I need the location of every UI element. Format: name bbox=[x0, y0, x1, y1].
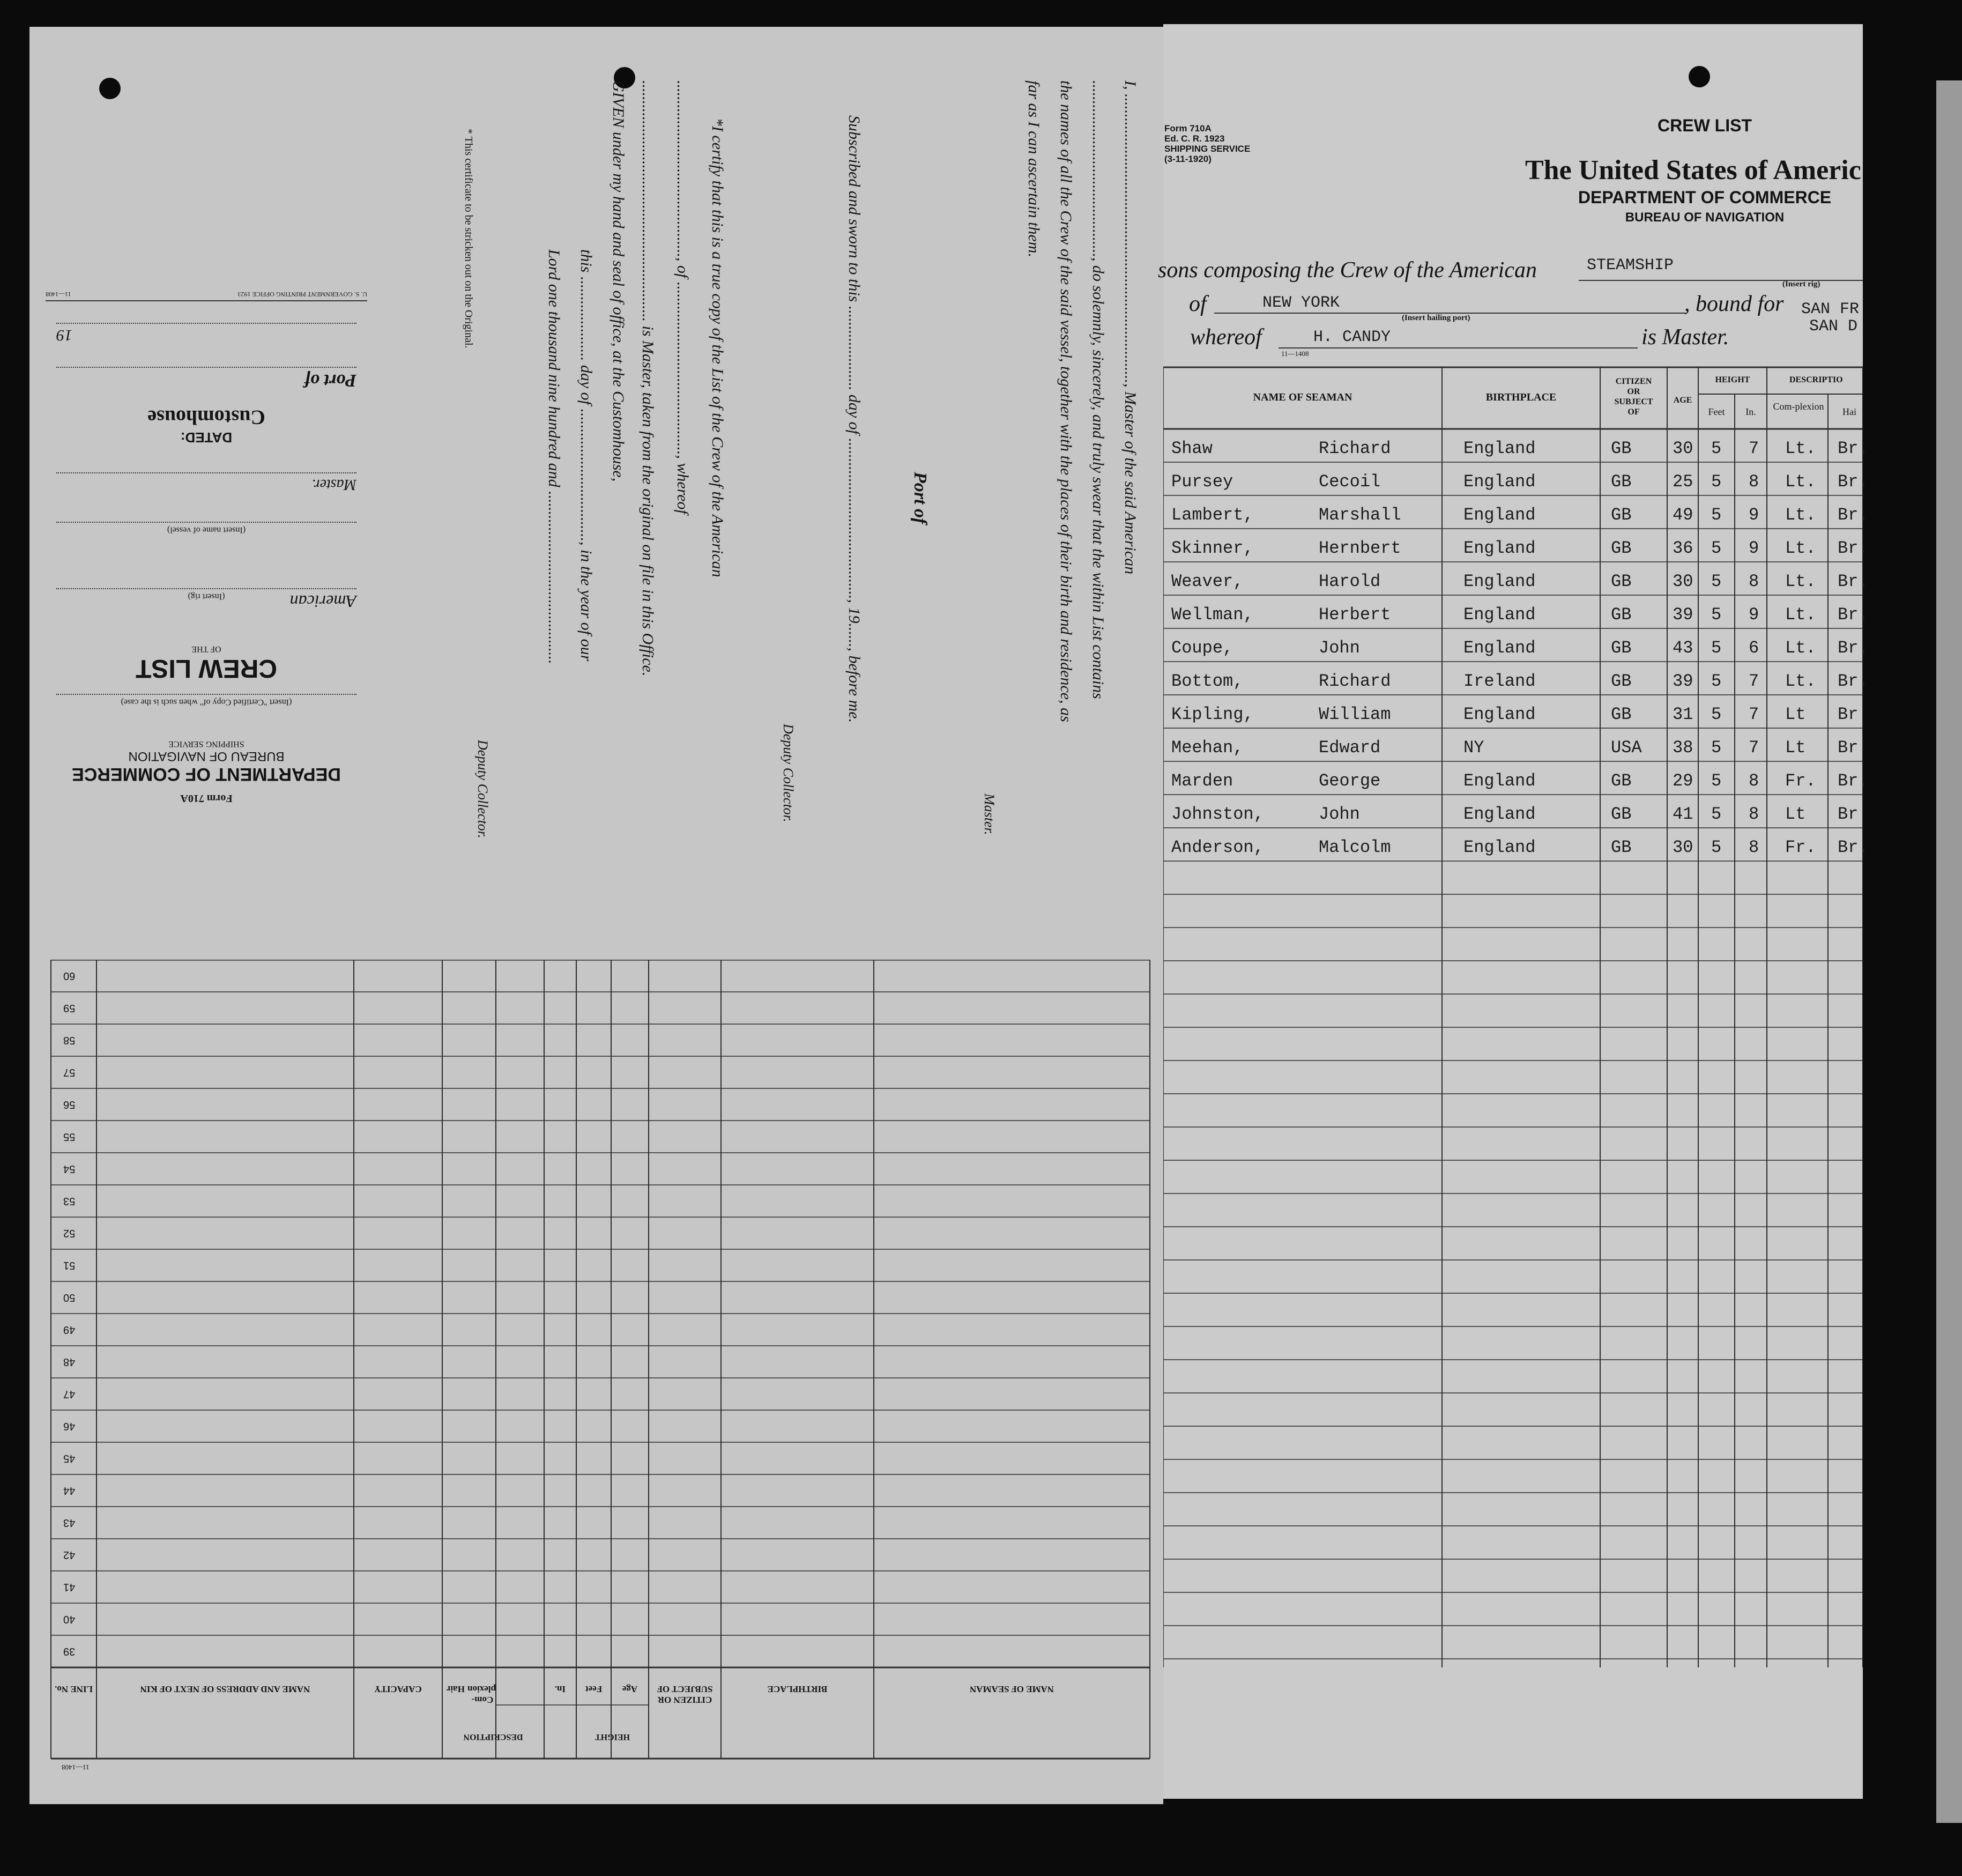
crew-surname-cell: Meehan, bbox=[1171, 738, 1244, 758]
crew-feet-cell: 5 bbox=[1711, 705, 1722, 724]
left-grid-header: NAME OF SEAMAN bbox=[969, 1684, 1054, 1694]
left-grid-group-header: DESCRIPTION bbox=[463, 1732, 523, 1741]
crew-inches-cell: 6 bbox=[1749, 638, 1759, 658]
master-underline bbox=[1279, 347, 1638, 348]
crew-hair-cell: Br. bbox=[1838, 538, 1869, 558]
year-label: 19 bbox=[56, 327, 72, 344]
crew-given-cell: Malcolm bbox=[1319, 837, 1391, 857]
line-number: 49 bbox=[63, 1324, 76, 1336]
line-number: 41 bbox=[63, 1581, 76, 1593]
of-label: of bbox=[1189, 292, 1207, 316]
crew-inches-cell: 8 bbox=[1749, 804, 1759, 824]
crew-citizen-cell: GB bbox=[1611, 505, 1632, 525]
crew-hair-cell: Br bbox=[1838, 705, 1859, 724]
crew-surname-cell: Anderson, bbox=[1171, 837, 1264, 857]
crew-feet-cell: 5 bbox=[1711, 738, 1722, 758]
crew-feet-cell: 5 bbox=[1711, 804, 1722, 824]
bound-for-label: , bound for bbox=[1684, 292, 1784, 316]
bound-for-value: SAN FR bbox=[1801, 300, 1860, 318]
crew-birthplace-cell: England bbox=[1463, 572, 1536, 591]
crew-inches-cell: 7 bbox=[1749, 439, 1759, 458]
cover-panel bbox=[46, 150, 367, 810]
crew-inches-cell: 8 bbox=[1749, 472, 1759, 492]
crew-hair-cell: Br. bbox=[1838, 771, 1869, 791]
rig-underline bbox=[1579, 280, 1863, 281]
crew-complexion-cell: Lt. bbox=[1785, 638, 1816, 658]
crew-inches-cell: 8 bbox=[1749, 837, 1759, 857]
line-number: 59 bbox=[63, 1002, 76, 1014]
line-number: 40 bbox=[63, 1613, 76, 1625]
oath-line-1: I, ........................................................................, Master of the said American bbox=[1121, 80, 1139, 575]
printer-credit: U. S. GOVERNMENT PRINTING OFFICE 1923 bbox=[237, 291, 367, 298]
crew-given-cell: John bbox=[1319, 638, 1360, 658]
certify-line-1: *I certify that this is a true copy of the List of the Crew of the American bbox=[709, 118, 726, 577]
col-description-header: DESCRIPTIO bbox=[1789, 375, 1843, 384]
left-grid-header: Com-plexion bbox=[467, 1684, 496, 1705]
crew-given-cell: Richard bbox=[1319, 439, 1391, 458]
crew-inches-cell: 9 bbox=[1749, 505, 1759, 525]
crew-table-grid bbox=[1163, 365, 1863, 1670]
crew-surname-cell: Pursey bbox=[1171, 472, 1233, 492]
line-number: 44 bbox=[63, 1485, 76, 1496]
crew-complexion-cell: Lt. bbox=[1785, 671, 1816, 691]
line-number: 57 bbox=[63, 1066, 76, 1078]
crew-feet-cell: 5 bbox=[1711, 837, 1722, 857]
crew-citizen-cell: GB bbox=[1611, 771, 1632, 791]
crew-inches-cell: 8 bbox=[1749, 771, 1759, 791]
form-number: Form 710A bbox=[180, 792, 233, 804]
footnote-text: * This certificate to be stricken out on the Original. bbox=[463, 129, 474, 348]
crew-surname-cell: Bottom, bbox=[1171, 671, 1244, 691]
line-number: 58 bbox=[63, 1034, 76, 1046]
crew-citizen-cell: GB bbox=[1611, 538, 1632, 558]
port-of-label: Port of bbox=[304, 370, 356, 390]
crew-surname-cell: Skinner, bbox=[1171, 538, 1254, 558]
left-grid-header: CITIZEN OR SUBJECT OF bbox=[657, 1684, 713, 1705]
line-number: 45 bbox=[63, 1452, 76, 1464]
certify-line-3: ............................................................ is Master, taken from the original on file in this Office. bbox=[639, 80, 657, 677]
left-grid-header: Hair bbox=[447, 1684, 465, 1694]
department-title: DEPARTMENT OF COMMERCE bbox=[1578, 188, 1832, 207]
crew-birthplace-cell: England bbox=[1463, 705, 1536, 724]
crew-age-cell: 30 bbox=[1673, 572, 1693, 591]
line-number: 46 bbox=[63, 1420, 76, 1432]
crew-hair-cell: Br bbox=[1838, 804, 1859, 824]
col-citizen-header: CITIZEN OR SUBJECT OF bbox=[1614, 377, 1653, 417]
crew-inches-cell: 9 bbox=[1749, 538, 1759, 558]
line-number: 60 bbox=[63, 970, 76, 982]
left-grid-header: LINE No. bbox=[55, 1684, 93, 1694]
col-inches-header: In. bbox=[1745, 406, 1756, 417]
punch-hole bbox=[99, 78, 121, 99]
insert-vessel-label: (Insert name of vessel) bbox=[167, 525, 246, 535]
crew-feet-cell: 5 bbox=[1711, 538, 1722, 558]
crew-inches-cell: 9 bbox=[1749, 605, 1759, 625]
crew-given-cell: Edward bbox=[1319, 738, 1381, 758]
crew-birthplace-cell: England bbox=[1463, 538, 1536, 558]
crew-birthplace-cell: England bbox=[1463, 837, 1536, 857]
line-number: 53 bbox=[63, 1195, 76, 1207]
punch-hole bbox=[1689, 66, 1710, 87]
col-feet-header: Feet bbox=[1708, 406, 1725, 417]
crew-given-cell: George bbox=[1319, 771, 1381, 791]
crew-birthplace-cell: England bbox=[1463, 771, 1536, 791]
crew-hair-cell: Br. bbox=[1838, 505, 1869, 525]
crew-birthplace-cell: England bbox=[1463, 605, 1536, 625]
crew-surname-cell: Shaw bbox=[1171, 439, 1213, 458]
crew-given-cell: Herbert bbox=[1319, 605, 1391, 625]
cover-title: CREW LIST bbox=[136, 654, 277, 683]
insert-rig-label: (Insert rig) bbox=[188, 592, 225, 601]
crew-citizen-cell: GB bbox=[1611, 472, 1632, 492]
port-of-heading: Port of bbox=[910, 472, 930, 524]
line-number: 42 bbox=[63, 1549, 76, 1561]
crew-feet-cell: 5 bbox=[1711, 671, 1722, 691]
crew-feet-cell: 5 bbox=[1711, 572, 1722, 591]
left-crew-grid bbox=[48, 960, 1153, 1764]
crew-given-cell: Harold bbox=[1319, 572, 1381, 591]
certified-note: (Insert "Certified Copy of" when such is the case) bbox=[121, 698, 292, 707]
next-page-edge bbox=[1936, 80, 1962, 1823]
crew-complexion-cell: Lt. bbox=[1785, 572, 1816, 591]
whereof-label: whereof bbox=[1190, 325, 1262, 350]
insert-rig-note: (Insert rig) bbox=[1782, 280, 1820, 288]
col-height-header: HEIGHT bbox=[1715, 375, 1750, 384]
crew-feet-cell: 5 bbox=[1711, 638, 1722, 658]
crew-birthplace-cell: NY bbox=[1463, 738, 1484, 758]
crew-birthplace-cell: England bbox=[1463, 804, 1536, 824]
crew-age-cell: 25 bbox=[1673, 472, 1693, 492]
crew-inches-cell: 7 bbox=[1749, 705, 1759, 724]
crew-age-cell: 38 bbox=[1673, 738, 1693, 758]
crew-feet-cell: 5 bbox=[1711, 505, 1722, 525]
left-grid-header: Feet bbox=[585, 1684, 603, 1694]
left-grid-header: BIRTHPLACE bbox=[767, 1684, 828, 1694]
crew-birthplace-cell: Ireland bbox=[1463, 671, 1536, 691]
crew-age-cell: 43 bbox=[1673, 638, 1693, 658]
crew-citizen-cell: GB bbox=[1611, 605, 1632, 625]
col-hair-header: Hai bbox=[1842, 406, 1856, 417]
crew-complexion-cell: Lt. bbox=[1785, 538, 1816, 558]
crew-complexion-cell: Lt bbox=[1785, 705, 1806, 724]
crew-age-cell: 39 bbox=[1673, 671, 1693, 691]
crew-surname-cell: Weaver, bbox=[1171, 572, 1244, 591]
crew-age-cell: 31 bbox=[1673, 705, 1693, 724]
crew-hair-cell: Br. bbox=[1838, 638, 1869, 658]
oath-line-4: far as I can ascertain them. bbox=[1025, 80, 1043, 257]
oath-line-2: ............................................, do solemnly, sincerely, and truly swear that the within List contains bbox=[1089, 80, 1107, 699]
crew-age-cell: 30 bbox=[1673, 439, 1693, 458]
crew-hair-cell: Br. bbox=[1838, 605, 1869, 625]
crew-inches-cell: 7 bbox=[1749, 671, 1759, 691]
line-number: 52 bbox=[63, 1227, 76, 1239]
crew-hair-cell: Br bbox=[1838, 738, 1859, 758]
left-grid-header: NAME AND ADDRESS OF NEXT OF KIN bbox=[140, 1684, 310, 1694]
certify-line-2: ............................................, of ..........................................., whereof bbox=[674, 80, 692, 514]
left-grid-header: In. bbox=[554, 1684, 566, 1694]
crew-hair-cell: Br. bbox=[1838, 671, 1869, 691]
line-number: 47 bbox=[63, 1388, 76, 1400]
crew-surname-cell: Wellman, bbox=[1171, 605, 1254, 625]
master-signature-label: Master. bbox=[982, 794, 997, 835]
crew-given-cell: Marshall bbox=[1319, 505, 1401, 525]
vessel-type-value: STEAMSHIP bbox=[1587, 256, 1674, 275]
crew-feet-cell: 5 bbox=[1711, 771, 1722, 791]
master-label: Master. bbox=[311, 476, 356, 493]
of-the-label: OF THE bbox=[191, 644, 221, 654]
crew-citizen-cell: USA bbox=[1611, 738, 1642, 758]
line-number: 39 bbox=[63, 1645, 76, 1657]
nation-heading: The United States of Americ bbox=[1525, 155, 1861, 186]
crew-citizen-cell: GB bbox=[1611, 804, 1632, 824]
dated-label: DATED: bbox=[180, 429, 233, 446]
crew-hair-cell: Br. bbox=[1838, 439, 1869, 458]
col-complexion-header: Com-plexion bbox=[1773, 401, 1824, 412]
crew-feet-cell: 5 bbox=[1711, 472, 1722, 492]
crew-age-cell: 39 bbox=[1673, 605, 1693, 625]
crew-hair-cell: Br. bbox=[1838, 837, 1869, 857]
department-heading: DEPARTMENT OF COMMERCE bbox=[72, 764, 341, 784]
crew-complexion-cell: Fr. bbox=[1785, 837, 1816, 857]
crew-age-cell: 41 bbox=[1673, 804, 1693, 824]
crew-hair-cell: Br. bbox=[1838, 572, 1869, 591]
deputy-collector-2: Deputy Collector. bbox=[475, 740, 490, 839]
oath-line-3: the names of all the Crew of the said vessel, together with the places of their birth and residence, as bbox=[1057, 80, 1075, 722]
form-code: 11—1408 bbox=[46, 291, 71, 298]
insert-port-note: (Insert hailing port) bbox=[1402, 314, 1470, 322]
form-code-right: 11—1408 bbox=[1281, 350, 1309, 358]
bureau-heading: BUREAU OF NAVIGATION bbox=[128, 749, 285, 763]
crew-citizen-cell: GB bbox=[1611, 638, 1632, 658]
left-grid-header: Age bbox=[622, 1684, 638, 1694]
crew-complexion-cell: Fr. bbox=[1785, 771, 1816, 791]
line-number: 48 bbox=[63, 1356, 76, 1368]
crew-citizen-cell: GB bbox=[1611, 837, 1632, 857]
crew-citizen-cell: GB bbox=[1611, 439, 1632, 458]
crew-inches-cell: 8 bbox=[1749, 572, 1759, 591]
crew-age-cell: 36 bbox=[1673, 538, 1693, 558]
line-number: 54 bbox=[63, 1163, 76, 1175]
crew-age-cell: 30 bbox=[1673, 837, 1693, 857]
crew-citizen-cell: GB bbox=[1611, 705, 1632, 724]
crew-birthplace-cell: England bbox=[1463, 638, 1536, 658]
crew-hair-cell: Br. bbox=[1838, 472, 1869, 492]
col-age-header: AGE bbox=[1673, 396, 1692, 405]
crew-feet-cell: 5 bbox=[1711, 605, 1722, 625]
crew-surname-cell: Coupe, bbox=[1171, 638, 1233, 658]
crew-surname-cell: Marden bbox=[1171, 771, 1233, 791]
customhouse-label: Customhouse bbox=[147, 406, 265, 428]
master-name-value: H. CANDY bbox=[1313, 328, 1391, 346]
line-number: 51 bbox=[63, 1259, 76, 1271]
crew-inches-cell: 7 bbox=[1749, 738, 1759, 758]
bound-for-value-2: SAN D bbox=[1809, 317, 1858, 336]
line-number: 55 bbox=[63, 1131, 76, 1143]
american-label: American bbox=[289, 592, 356, 611]
crew-surname-cell: Johnston, bbox=[1171, 804, 1264, 824]
bureau-title: BUREAU OF NAVIGATION bbox=[1625, 210, 1785, 225]
crew-complexion-cell: Lt. bbox=[1785, 505, 1816, 525]
line-number: 56 bbox=[63, 1099, 76, 1110]
crew-given-cell: William bbox=[1319, 705, 1391, 724]
crew-given-cell: Cecoil bbox=[1319, 472, 1381, 492]
lord-line: Lord one thousand nine hundred and ........................................... bbox=[545, 249, 563, 664]
left-grid-code: 11—1408 bbox=[62, 1763, 90, 1771]
crew-complexion-cell: Lt bbox=[1785, 804, 1806, 824]
col-birthplace-header: BIRTHPLACE bbox=[1485, 391, 1557, 403]
crew-complexion-cell: Lt bbox=[1785, 738, 1806, 758]
crew-feet-cell: 5 bbox=[1711, 439, 1722, 458]
crew-surname-cell: Kipling, bbox=[1171, 705, 1254, 724]
crew-age-cell: 49 bbox=[1673, 505, 1693, 525]
crew-intro-text: sons composing the Crew of the American bbox=[1158, 258, 1537, 283]
hailing-port-value: NEW YORK bbox=[1262, 294, 1340, 312]
subscribed-line: Subscribed and sworn to this ..................... day of ........................................, 19......, before me. bbox=[845, 115, 863, 723]
given-line: GIVEN under my hand and seal of office, at the Customhouse, bbox=[610, 80, 627, 482]
col-name-header: NAME OF SEAMAN bbox=[1253, 391, 1352, 403]
form-reference: Form 710A Ed. C. R. 1923 SHIPPING SERVICE (3-11-1920) bbox=[1164, 123, 1251, 164]
crew-given-cell: Hernbert bbox=[1319, 538, 1401, 558]
is-master-label: is Master. bbox=[1641, 325, 1729, 350]
crew-citizen-cell: GB bbox=[1611, 671, 1632, 691]
crew-age-cell: 29 bbox=[1673, 771, 1693, 791]
left-grid-header: CAPACITY bbox=[374, 1684, 422, 1694]
crew-complexion-cell: Lt. bbox=[1785, 605, 1816, 625]
crew-given-cell: Richard bbox=[1319, 671, 1391, 691]
deputy-collector-1: Deputy Collector. bbox=[781, 724, 796, 822]
crew-birthplace-cell: England bbox=[1463, 505, 1536, 525]
service-heading: SHIPPING SERVICE bbox=[168, 739, 244, 748]
crew-citizen-cell: GB bbox=[1611, 572, 1632, 591]
crew-birthplace-cell: England bbox=[1463, 472, 1536, 492]
crew-complexion-cell: Lt. bbox=[1785, 439, 1816, 458]
this-day-line: this ..................... day of ................................., in the year of our bbox=[577, 249, 595, 662]
crew-complexion-cell: Lt. bbox=[1785, 472, 1816, 492]
line-number: 43 bbox=[63, 1517, 76, 1529]
crew-list-title: CREW LIST bbox=[1658, 116, 1752, 135]
crew-given-cell: John bbox=[1319, 804, 1360, 824]
crew-surname-cell: Lambert, bbox=[1171, 505, 1254, 525]
line-number: 50 bbox=[63, 1292, 76, 1303]
left-grid-group-header: HEIGHT bbox=[595, 1732, 630, 1741]
crew-birthplace-cell: England bbox=[1463, 439, 1536, 458]
